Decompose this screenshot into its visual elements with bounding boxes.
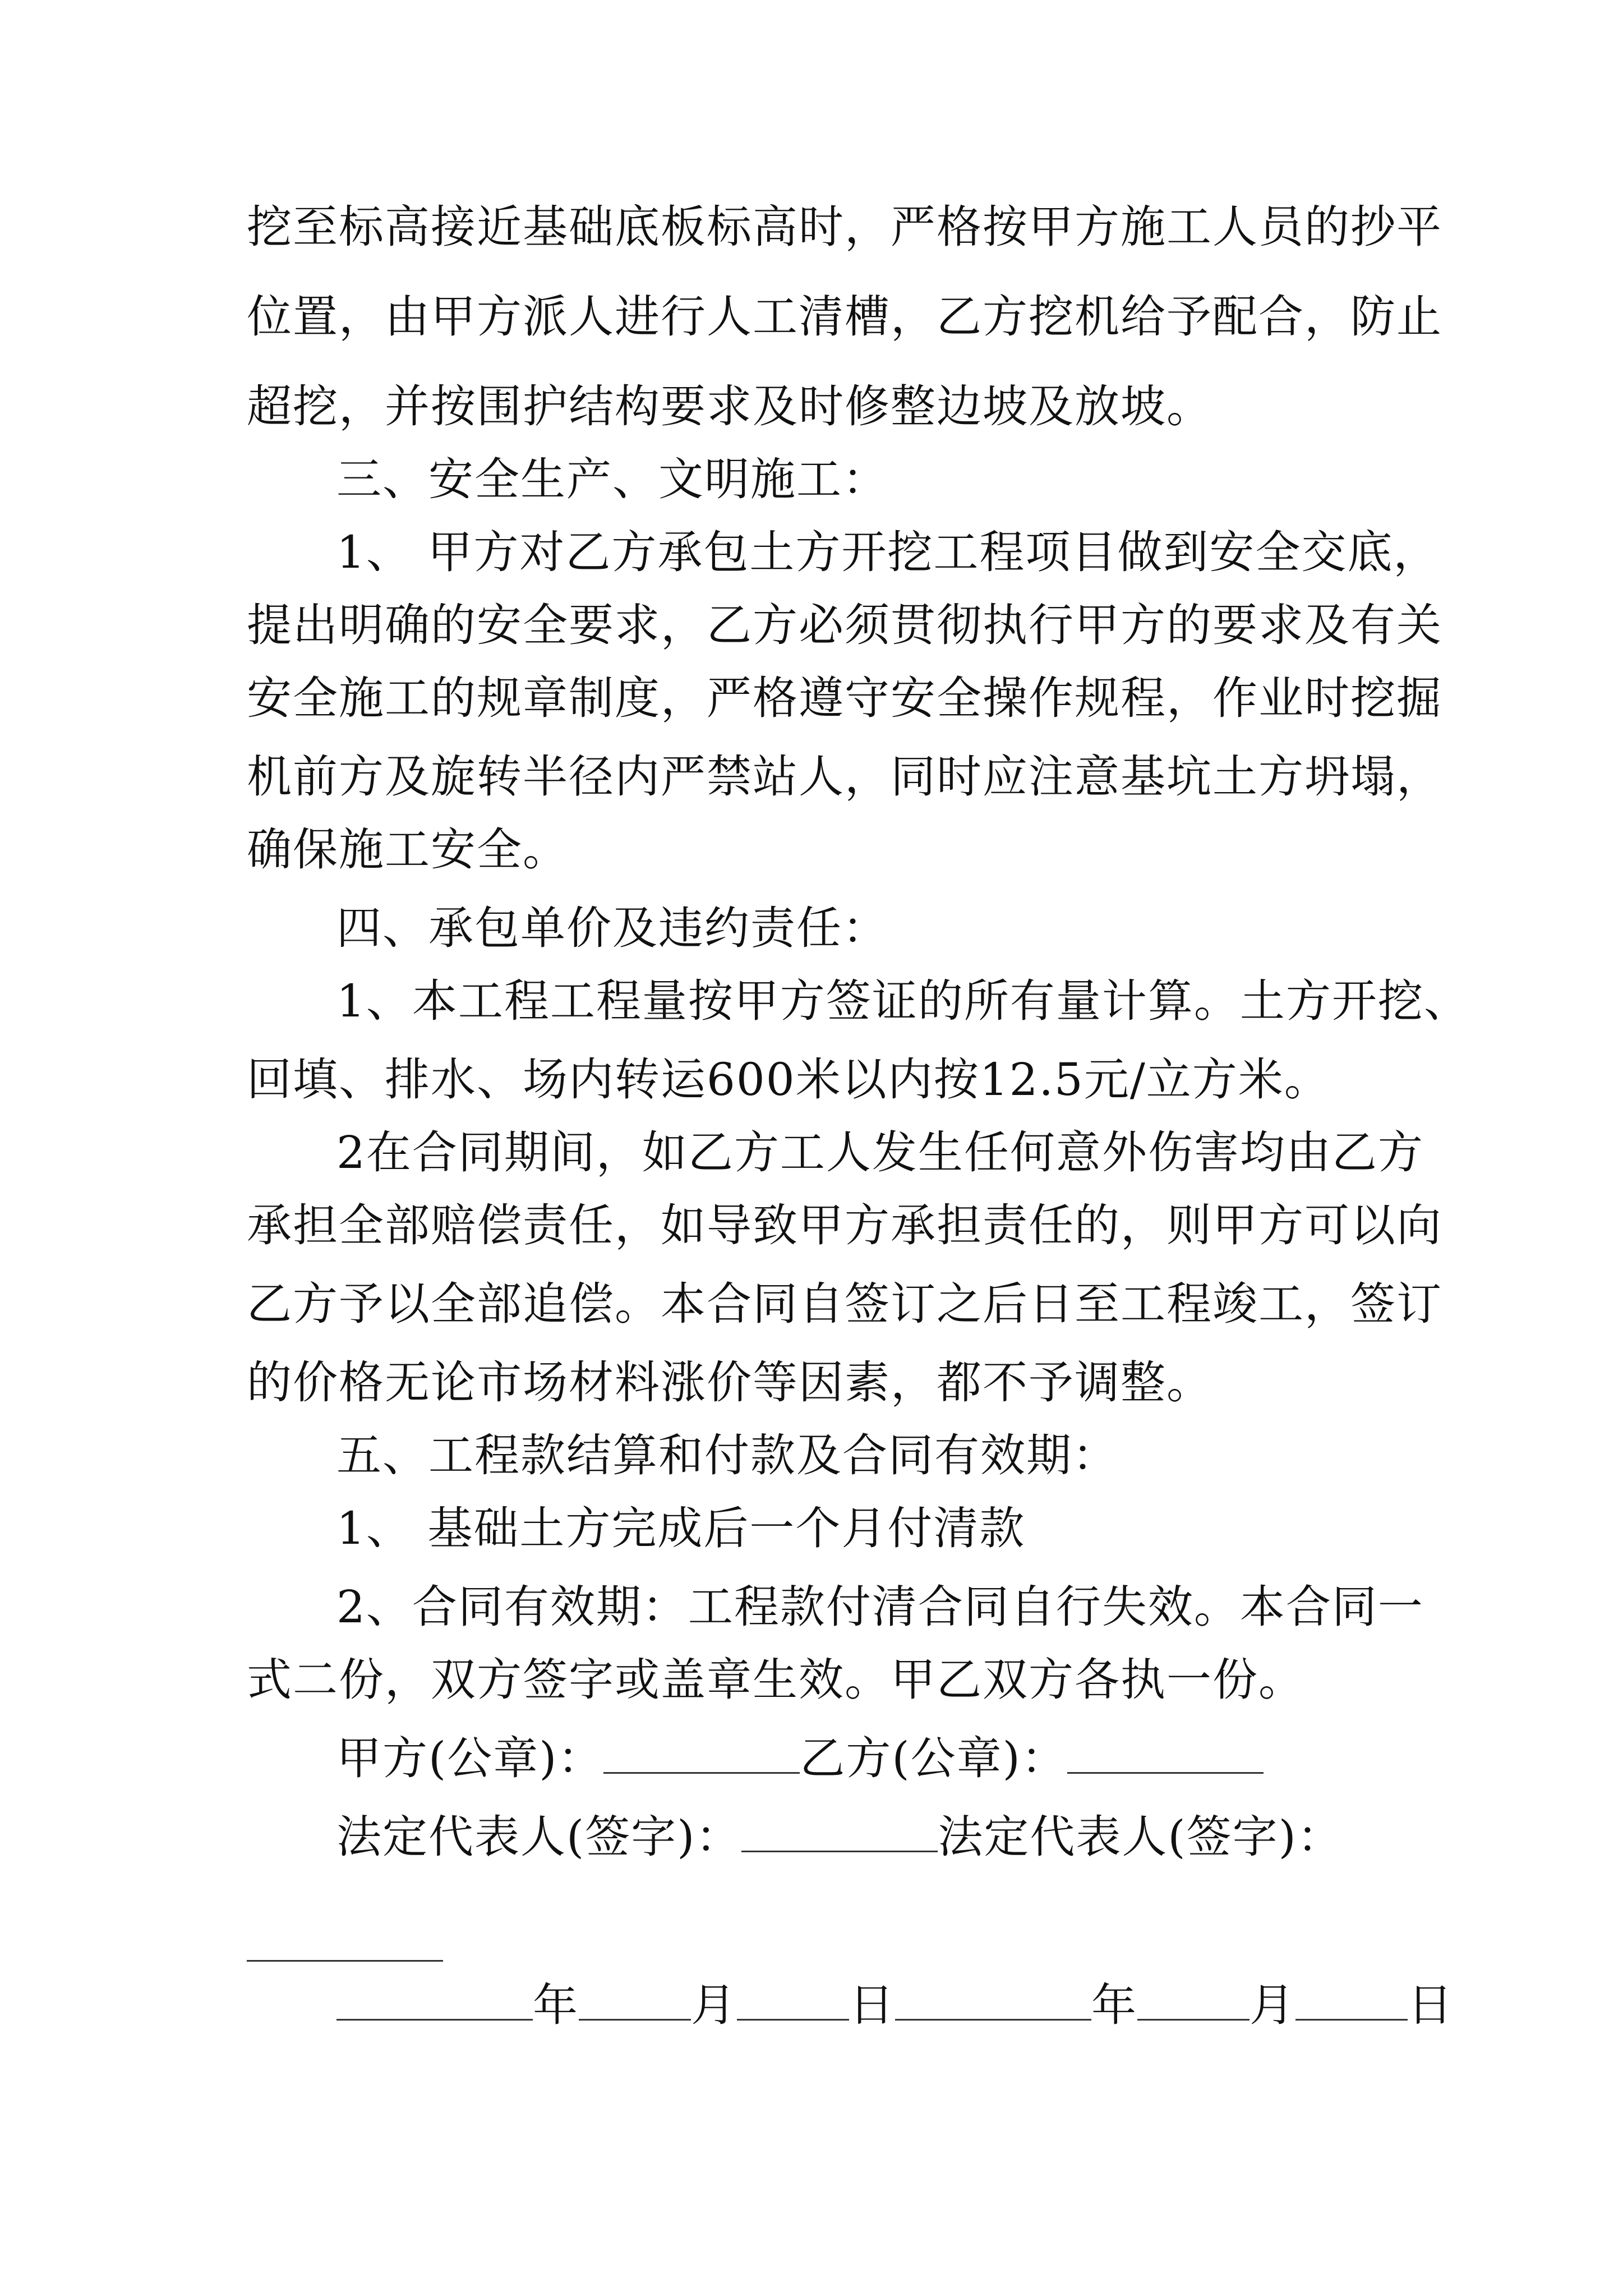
body-line-7: 安全施工的规章制度，严格遵守安全操作规程，作业时挖掘 — [247, 672, 1442, 724]
body-line-19: 2、合同有效期：工程款付清合同自行失效。本合同一 — [336, 1581, 1424, 1633]
year-b-label: 年 — [1091, 1979, 1137, 2031]
rep-b-signature-blank[interactable] — [247, 1960, 443, 1962]
party-a-seal-label: 甲方(公章)： — [336, 1732, 604, 1784]
body-line-20: 式二份，双方签字或盖章生效。甲乙双方各执一份。 — [247, 1654, 1304, 1706]
party-b-seal-label: 乙方(公章)： — [800, 1732, 1067, 1784]
day-b-blank[interactable] — [1295, 1980, 1408, 2021]
body-line-14: 承担全部赔偿责任，如导致甲方承担责任的，则甲方可以向 — [247, 1199, 1442, 1251]
seal-line — [336, 1731, 1264, 1787]
rep-b-label: 法定代表人(签字)： — [938, 1811, 1343, 1863]
month-b-blank[interactable] — [1137, 1980, 1249, 2021]
section-heading-5: 五、工程款结算和付款及合同有效期： — [336, 1429, 1118, 1481]
body-line-3: 超挖，并按围护结构要求及时修整边坡及放坡。 — [247, 380, 1212, 432]
day-a-label: 日 — [849, 1979, 895, 2031]
body-line-16: 的价格无论市场材料涨价等因素，都不予调整。 — [247, 1356, 1212, 1409]
party-b-seal-blank[interactable] — [1067, 1733, 1264, 1774]
month-a-label: 月 — [691, 1979, 737, 2031]
body-line-12: 回填、排水、场内转运600米以内按12.5元/立方米。 — [247, 1053, 1330, 1106]
rep-a-blank[interactable] — [741, 1811, 938, 1852]
body-line-6: 提出明确的安全要求，乙方必须贯彻执行甲方的要求及有关 — [247, 599, 1442, 651]
year-a-blank[interactable] — [336, 1980, 533, 2021]
body-line-15: 乙方予以全部追偿。本合同自签订之后日至工程竣工，签订 — [247, 1278, 1442, 1330]
party-a-seal-blank[interactable] — [603, 1733, 800, 1774]
month-b-label: 月 — [1249, 1979, 1295, 2031]
body-line-18: 1、 基础土方完成后一个月付清款 — [336, 1502, 1026, 1554]
section-heading-3: 三、安全生产、文明施工： — [336, 453, 888, 505]
month-a-blank[interactable] — [579, 1980, 691, 2021]
body-line-9: 确保施工安全。 — [247, 823, 569, 876]
body-line-13: 2在合同期间，如乙方工人发生任何意外伤害均由乙方 — [336, 1126, 1424, 1179]
representative-line — [336, 1809, 1343, 1865]
body-line-5: 1、 甲方对乙方承包土方开挖工程项目做到安全交底， — [336, 526, 1440, 578]
year-a-label: 年 — [533, 1979, 579, 2031]
body-line-1: 挖至标高接近基础底板标高时，严格按甲方施工人员的抄平 — [247, 201, 1442, 253]
rep-a-label: 法定代表人(签字)： — [336, 1811, 742, 1863]
body-line-2: 位置，由甲方派人进行人工清槽，乙方挖机给予配合，防止 — [247, 291, 1442, 343]
body-line-8: 机前方及旋转半径内严禁站人，同时应注意基坑土方坍塌， — [247, 751, 1442, 803]
day-b-label: 日 — [1408, 1979, 1454, 2031]
day-a-blank[interactable] — [737, 1980, 849, 2021]
body-line-11: 1、本工程工程量按甲方签证的所有量计算。土方开挖、 — [336, 975, 1470, 1027]
date-line — [336, 1977, 1454, 2033]
section-heading-4: 四、承包单价及违约责任： — [336, 902, 888, 954]
year-b-blank[interactable] — [895, 1980, 1091, 2021]
